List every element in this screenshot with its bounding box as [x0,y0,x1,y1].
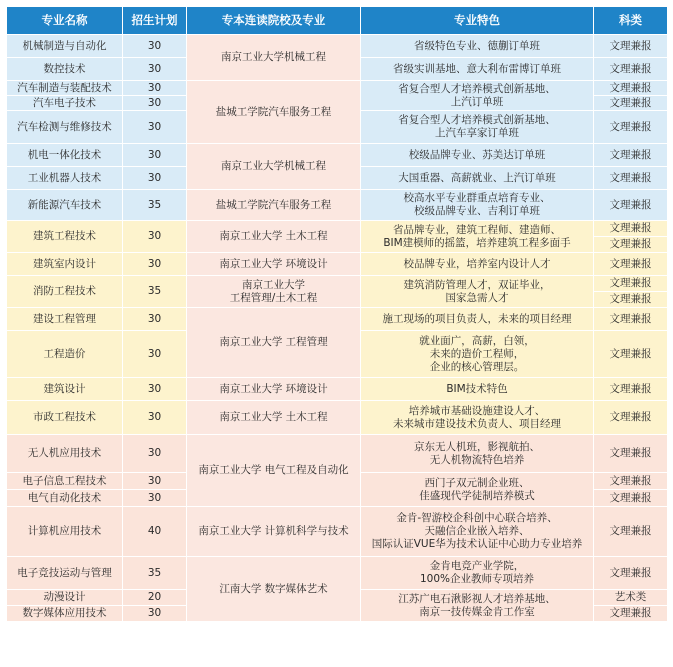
category: 艺术类 [594,590,668,606]
university-major: 南京工业大学机械工程 [187,35,361,81]
category: 文理兼报 [594,96,668,111]
category: 文理兼报 [594,221,668,237]
enrollment-plan: 30 [123,308,187,331]
enrollment-plan: 30 [123,490,187,507]
enrollment-plan: 30 [123,96,187,111]
major-name: 无人机应用技术 [7,435,123,473]
university-major: 南京工业大学机械工程 [187,144,361,190]
table-row [7,253,668,276]
table-row [7,378,668,401]
university-major: 南京工业大学 工程管理 [187,308,361,378]
header-major-name: 专业名称 [7,7,123,35]
major-feature: 京东无人机班，影视航拍、 无人机物流特色培养 [361,435,594,473]
major-feature: 金肯电竞产业学院， 100%企业教师专项培养 [361,557,594,590]
category: 文理兼报 [594,490,668,507]
university-major: 南京工业大学 土木工程 [187,401,361,435]
major-name: 建筑设计 [7,378,123,401]
major-name: 机电一体化技术 [7,144,123,167]
major-name: 新能源汽车技术 [7,190,123,221]
major-name: 动漫设计 [7,590,123,606]
university-major: 南京工业大学 电气工程及自动化 [187,435,361,507]
university-major: 南京工业大学 工程管理/土木工程 [187,276,361,308]
category: 文理兼报 [594,473,668,490]
enrollment-plan: 30 [123,111,187,144]
category: 文理兼报 [594,81,668,96]
category: 文理兼报 [594,58,668,81]
major-name: 数字媒体应用技术 [7,606,123,622]
major-name: 汽车检测与维修技术 [7,111,123,144]
university-major: 盐城工学院汽车服务工程 [187,190,361,221]
major-name: 汽车制造与装配技术 [7,81,123,96]
enrollment-plan: 30 [123,35,187,58]
table-row [7,507,668,557]
table-row [7,401,668,435]
category: 文理兼报 [594,35,668,58]
major-name: 工业机器人技术 [7,167,123,190]
enrollment-plan: 35 [123,276,187,308]
major-feature: 省级实训基地、意大利布雷博订单班 [361,58,594,81]
major-name: 建设工程管理 [7,308,123,331]
enrollment-plan: 20 [123,590,187,606]
major-table [6,6,668,622]
table-row [7,190,668,221]
category: 文理兼报 [594,276,668,292]
enrollment-plan: 30 [123,253,187,276]
category: 文理兼报 [594,237,668,253]
enrollment-plan: 30 [123,401,187,435]
enrollment-plan: 30 [123,473,187,490]
category: 文理兼报 [594,435,668,473]
header-major-features: 专业特色 [361,7,594,35]
university-major: 江南大学 数字媒体艺术 [187,557,361,622]
university-major: 南京工业大学 环境设计 [187,378,361,401]
major-name: 建筑工程技术 [7,221,123,253]
enrollment-plan: 40 [123,507,187,557]
major-feature: 省品牌专业，建筑工程师、建造师、 BIM建模师的摇篮，培养建筑工程多面手 [361,221,594,253]
enrollment-plan: 30 [123,81,187,96]
category: 文理兼报 [594,401,668,435]
major-name: 市政工程技术 [7,401,123,435]
category: 文理兼报 [594,507,668,557]
category: 文理兼报 [594,331,668,378]
major-name: 计算机应用技术 [7,507,123,557]
category: 文理兼报 [594,253,668,276]
major-feature: 省复合型人才培养模式创新基地、 上汽订单班 [361,81,594,111]
university-major: 南京工业大学 土木工程 [187,221,361,253]
enrollment-plan: 30 [123,435,187,473]
category: 文理兼报 [594,144,668,167]
major-feature: 江苏广电石湫影视人才培养基地、 南京一技传媒金肯工作室 [361,590,594,622]
major-name: 电子竞技运动与管理 [7,557,123,590]
major-feature: 省复合型人才培养模式创新基地、 上汽车享家订单班 [361,111,594,144]
major-feature: 校品牌专业，培养室内设计人才 [361,253,594,276]
major-feature: 建筑消防管理人才，双证毕业， 国家急需人才 [361,276,594,308]
enrollment-plan: 30 [123,606,187,622]
major-feature: 大国重器、高薪就业、上汽订单班 [361,167,594,190]
major-feature: 就业面广，高薪，白领， 未来的造价工程师， 企业的核心管理层。 [361,331,594,378]
table-row [7,435,668,473]
category: 文理兼报 [594,378,668,401]
major-feature: 施工现场的项目负责人，未来的项目经理 [361,308,594,331]
enrollment-plan: 30 [123,331,187,378]
enrollment-plan: 30 [123,144,187,167]
major-feature: 校高水平专业群重点培育专业、 校级品牌专业、吉利订单班 [361,190,594,221]
table-row [7,308,668,331]
category: 文理兼报 [594,292,668,308]
major-feature: 校级品牌专业、苏美达订单班 [361,144,594,167]
major-feature: 培养城市基础设施建设人才、 未来城市建设技术负责人、项目经理 [361,401,594,435]
major-name: 电子信息工程技术 [7,473,123,490]
major-feature: BIM技术特色 [361,378,594,401]
header-university-major: 专本连读院校及专业 [187,7,361,35]
major-feature: 省级特色专业、德蒯订单班 [361,35,594,58]
table-row [7,276,668,292]
category: 文理兼报 [594,606,668,622]
major-name: 汽车电子技术 [7,96,123,111]
header-category: 科类 [594,7,668,35]
table-header-row [7,7,668,35]
category: 文理兼报 [594,167,668,190]
table-row [7,35,668,58]
category: 文理兼报 [594,111,668,144]
enrollment-plan: 30 [123,378,187,401]
university-major: 南京工业大学 环境设计 [187,253,361,276]
category: 文理兼报 [594,557,668,590]
header-enrollment-plan: 招生计划 [123,7,187,35]
university-major: 盐城工学院汽车服务工程 [187,81,361,144]
table-row [7,221,668,237]
enrollment-plan: 35 [123,557,187,590]
major-name: 数控技术 [7,58,123,81]
major-name: 电气自动化技术 [7,490,123,507]
enrollment-plan: 30 [123,221,187,253]
enrollment-plan: 35 [123,190,187,221]
major-feature: 金肯-智游校企科创中心联合培养、 天融信企业嵌入培养、 国际认证VUE华为技术认证中心助力专业培养 [361,507,594,557]
table-row [7,144,668,167]
enrollment-plan: 30 [123,167,187,190]
major-name: 消防工程技术 [7,276,123,308]
major-name: 建筑室内设计 [7,253,123,276]
category: 文理兼报 [594,190,668,221]
major-name: 机械制造与自动化 [7,35,123,58]
enrollment-plan: 30 [123,58,187,81]
table-row [7,557,668,590]
major-name: 工程造价 [7,331,123,378]
university-major: 南京工业大学 计算机科学与技术 [187,507,361,557]
major-feature: 西门子双元制企业班、 佳盛现代学徒制培养模式 [361,473,594,507]
table-row [7,81,668,96]
category: 文理兼报 [594,308,668,331]
